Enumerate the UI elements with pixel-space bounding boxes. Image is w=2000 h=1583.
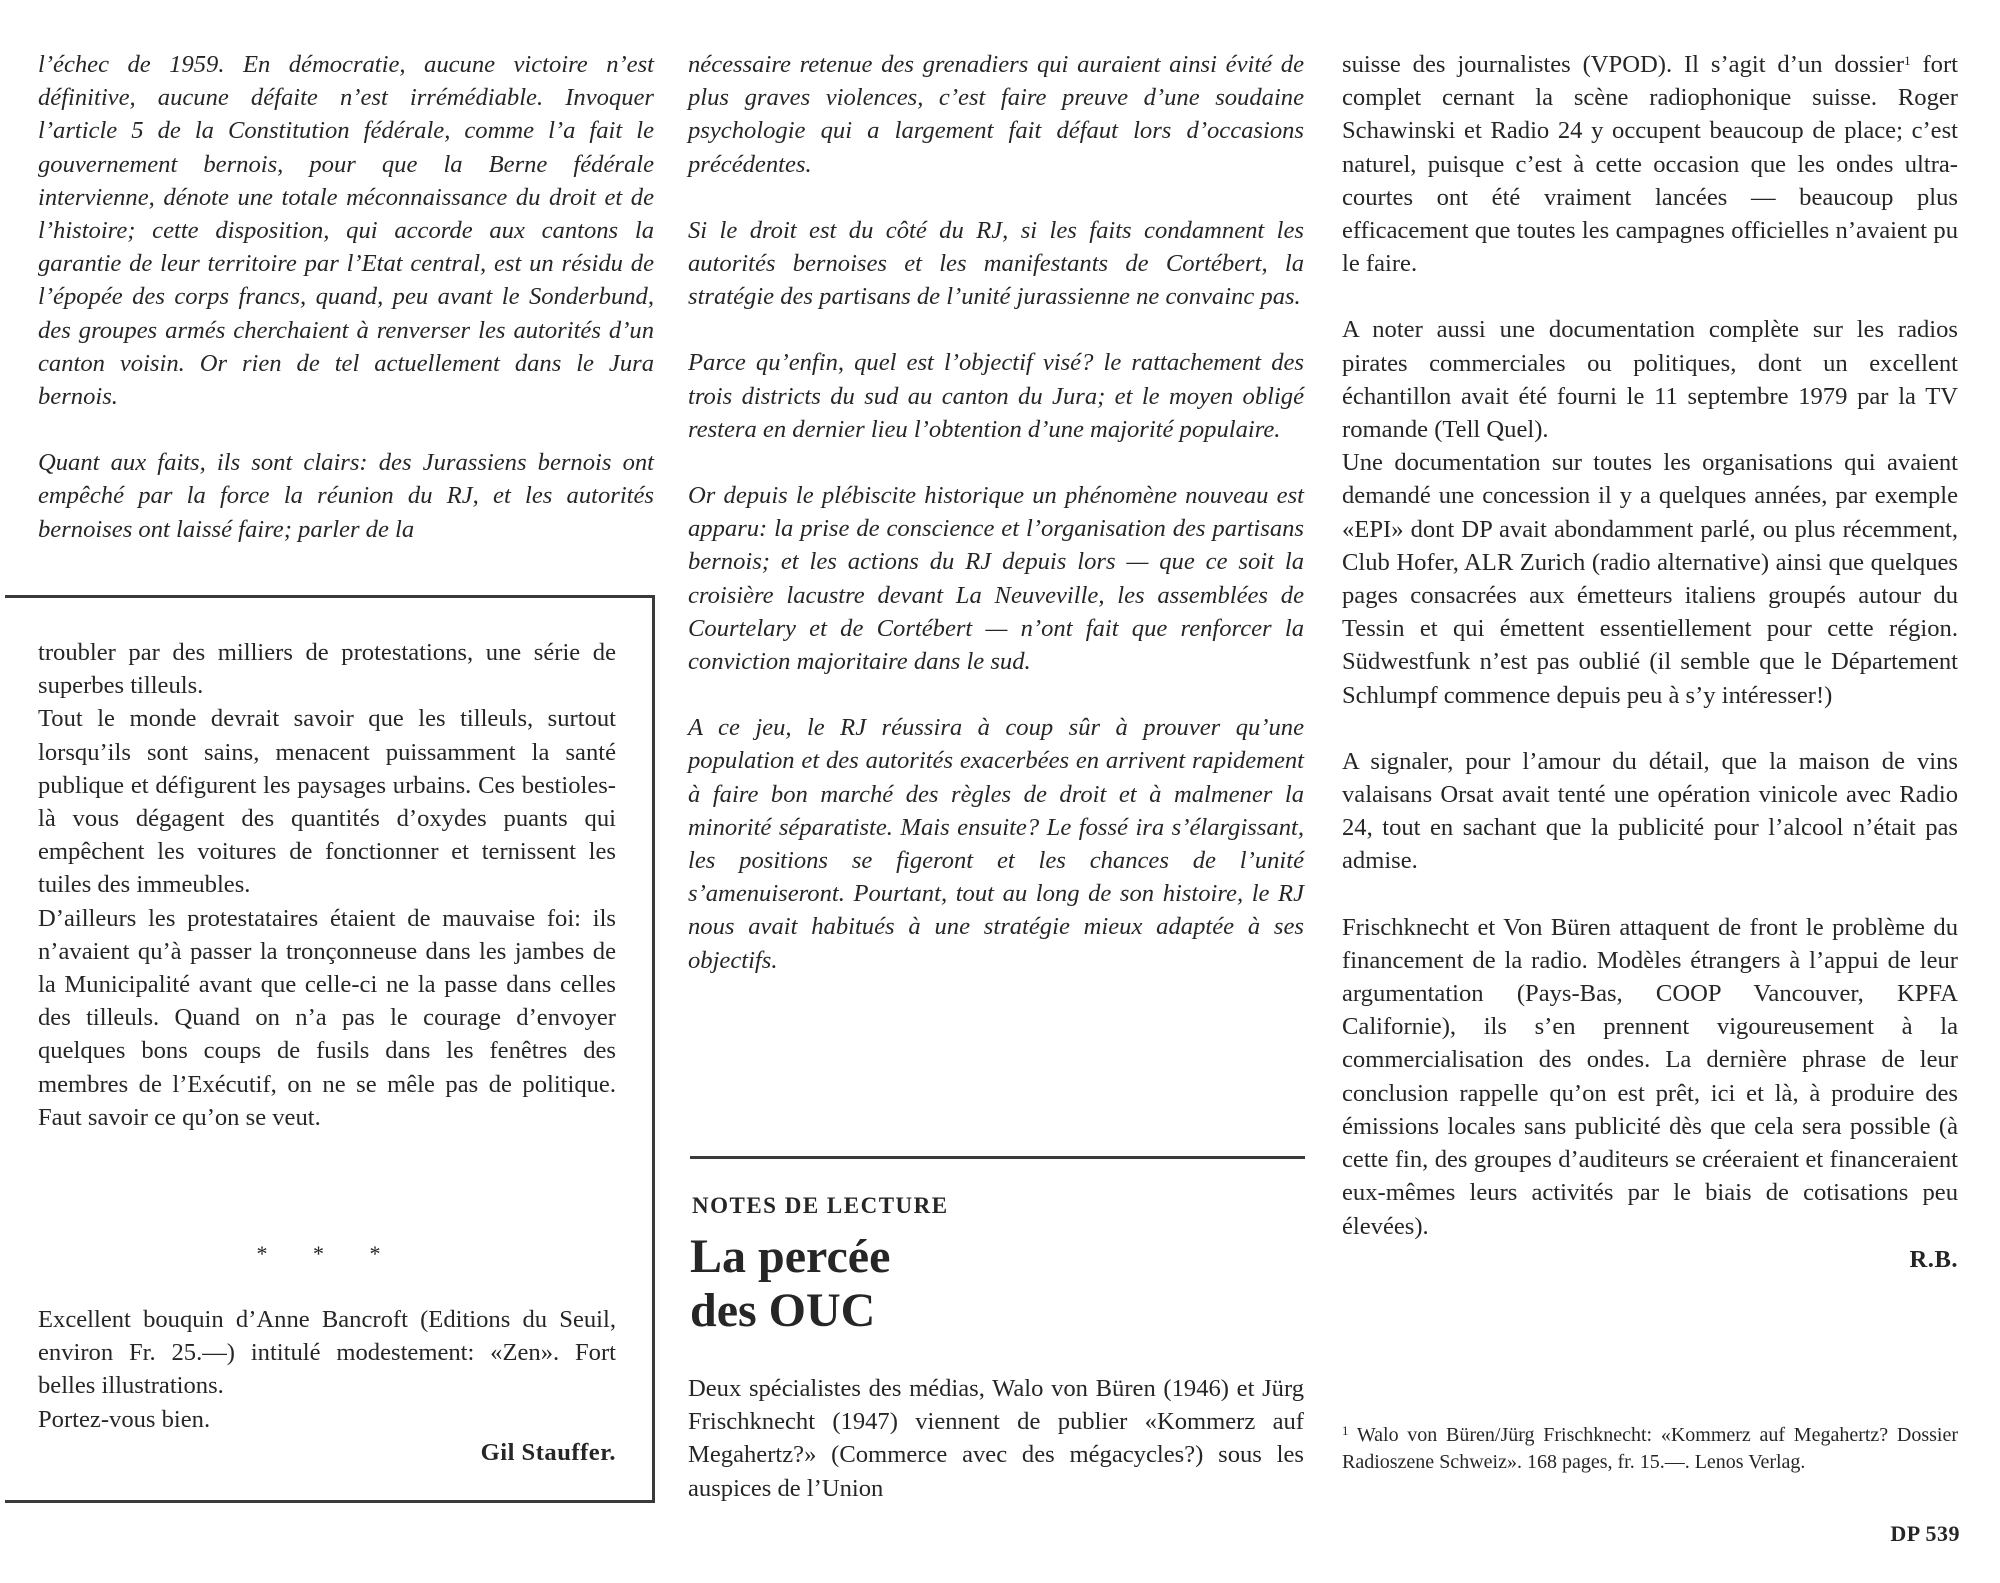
section-separator-stars: * * * <box>256 1241 401 1266</box>
footnote-text: Walo von Büren/Jürg Frischknecht: «Kommerz auf Megahertz? Dossier Radioszene Schweiz». 168 pages, fr. 15.—. Lenos Verlag. <box>1342 1424 1958 1473</box>
editorial-column-1 <box>38 48 654 546</box>
editorial-paragraph: Si le droit est du côté du RJ, si les faits condamnent les autorités bernoises et les manifestants de Cortébert, la stratégie des partisans de l’unité jurassienne ne convainc pas. <box>688 216 1304 311</box>
editorial-paragraph: l’échec de 1959. En démocratie, aucune victoire n’est définitive, aucune défaite n’est irrémédiable. Invoquer l’article 5 de la Constitution fédérale, comme l’a fait le gouvernement bernois, pour que la Berne fédérale intervienne, dénote une totale méconnaissance du droit et de l’histoire; cette disposition, qui accorde aux cantons la garantie de leur territoire par l’Etat central, est un résidu de l’épopée des corps francs, quand, peu avant le Sonderbund, des groupes armés cherchaient à renverser les autorités d’un canton voisin. Or rien de tel actuellement dans le Jura bernois. <box>38 51 654 411</box>
footnote <box>1342 1422 1958 1475</box>
box-paragraph: D’ailleurs les protestataires étaient de mauvaise foi: ils n’avaient qu’à passer la tronçonneuse dans les jambes de la Municipalité avant que celle-ci ne la passe dans celles des tilleuls. Quand on n’a pas le courage d’envoyer quelques bons coups de fusils dans les fenêtres des membres de l’Exécutif, on ne se mêle pas de politique. Faut savoir ce qu’on se veut. <box>38 904 616 1131</box>
editorial-paragraph: Or depuis le plébiscite historique un phénomène nouveau est apparu: la prise de conscience et l’organisation des partisans bernois; et les actions du RJ depuis lors — que ce soit la croisière lacustre devant La Neuveville, les assemblées de Courtelary et de Cortébert — n’ont fait que renforcer la conviction majoritaire dans le sud. <box>688 482 1304 676</box>
article-paragraph: Une documentation sur toutes les organisations qui avaient demandé une concession il y a quelques années, par exemple «EPI» dont DP avait abondamment parlé, ou plus récemment, Club Hofer, ALR Zurich (radio alternative) ainsi que quelques pages consacrées aux émetteurs italiens groupés autour du Tessin et qui émettent essentiellement pour cette région. Südwestfunk n’est pas oublié (il semble que le Département Schlumpf commence depuis peu à s’y intéresser!) <box>1342 449 1958 709</box>
article-column-3 <box>1342 48 1958 1276</box>
box-paragraph: Portez-vous bien. <box>38 1405 211 1433</box>
box-paragraph: Tout le monde devrait savoir que les tilleuls, surtout lorsqu’ils sont sains, menacent puissamment la santé publique et défigurent les paysages urbains. Ces bestioles-là vous dégagent des quantités d’oxydes puants qui empêchent les voitures de fonctionner et ternissent les tuiles des immeubles. <box>38 705 616 899</box>
article-text: suisse des journalistes (VPOD). Il s’agit d’un dossier <box>1342 51 1905 78</box>
editorial-paragraph: nécessaire retenue des grenadiers qui auraient ainsi évité de plus graves violences, c’est faire preuve d’une soudaine psychologie qui a largement fait défaut lors d’occasions précédentes. <box>688 51 1304 178</box>
article-signature: R.B. <box>1909 1245 1958 1273</box>
article-paragraph: Frischknecht et Von Büren attaquent de front le problème du financement de la radio. Modèles étrangers à l’appui de leur argumentation (Pays-Bas, COOP Vancouver, KPFA Californie), ils s’en prennent vigoureusement à la commercialisation des ondes. La dernière phrase de leur conclusion rappelle qu’on est prêt, ici et là, à produire des émissions locales sans publicité dès que cela sera possible (à cette fin, des groupes d’auditeurs se créeraient et financeraient eux-mêmes leurs activités par le biais de cotisations peu élevées). <box>1342 913 1958 1240</box>
editorial-paragraph: Parce qu’enfin, quel est l’objectif visé? le rattachement des trois districts du sud au canton du Jura; et le moyen obligé restera en dernier lieu l’obtention d’une majorité populaire. <box>688 349 1304 443</box>
footnote-reference: 1 <box>1904 53 1911 68</box>
page-folio: DP 539 <box>1890 1521 1960 1546</box>
article-lead <box>688 1372 1304 1505</box>
box-paragraph: Excellent bouquin d’Anne Bancroft (Editions du Seuil, environ Fr. 25.—) intitulé modestement: «Zen». Fort belles illustrations. <box>38 1306 616 1400</box>
box-paragraph: troubler par des milliers de protestations, une série de superbes tilleuls. <box>38 639 616 700</box>
box-signature: Gil Stauffer. <box>480 1438 616 1466</box>
headline-line: La percée <box>690 1230 891 1283</box>
article-headline <box>690 1230 890 1338</box>
headline-line: des OUC <box>690 1284 876 1337</box>
article-paragraph: A noter aussi une documentation complète sur les radios pirates commerciales ou politiques, dont un excellent échantillon avait été fourni le 11 septembre 1979 par la TV romande (Tell Quel). <box>1342 316 1958 444</box>
editorial-paragraph: Quant aux faits, ils sont clairs: des Jurassiens bernois ont empêché par la force la réunion du RJ, et les autorités bernoises ont laissé faire; parler de la <box>38 449 654 543</box>
editorial-paragraph: A ce jeu, le RJ réussira à coup sûr à prouver qu’une population et des autorités exacerbées en arrivent rapidement à faire bon marché des règles de droit et à malmener la minorité séparatiste. Mais ensuite? Le fossé ira s’élargissant, les positions se figeront et les chances de l’unité s’amenuiseront. Pourtant, tout au long de son histoire, le RJ nous avait habitués à une stratégie mieux adaptée à ses objectifs. <box>688 714 1304 974</box>
article-paragraph <box>1342 48 1958 280</box>
section-divider-rule <box>690 1156 1305 1159</box>
boxed-column-tail <box>38 1303 616 1469</box>
footnote-mark: 1 <box>1342 1423 1349 1438</box>
article-paragraph: Deux spécialistes des médias, Walo von Büren (1946) et Jürg Frischknecht (1947) viennent de publier «Kommerz auf Megahertz?» (Commerce avec des mégacycles?) sous les auspices de l’Union <box>688 1375 1304 1502</box>
section-kicker: NOTES DE LECTURE <box>692 1193 949 1218</box>
article-text: fort complet cernant la scène radiophonique suisse. Roger Schawinski et Radio 24 y occupent beaucoup de place; c’est naturel, puisque c’est à cette occasion que les ondes ultra-courtes ont été vraiment lancées — beaucoup plus efficacement que toutes les campagnes officielles n’avaient pu le faire. <box>1342 51 1958 278</box>
article-paragraph: A signaler, pour l’amour du détail, que la maison de vins valaisans Orsat avait tenté une opération vinicole avec Radio 24, tout en sachant que la publicité pour l’alcool n’était pas admise. <box>1342 747 1958 875</box>
editorial-column-2 <box>688 48 1304 977</box>
boxed-column-text <box>38 636 616 1134</box>
